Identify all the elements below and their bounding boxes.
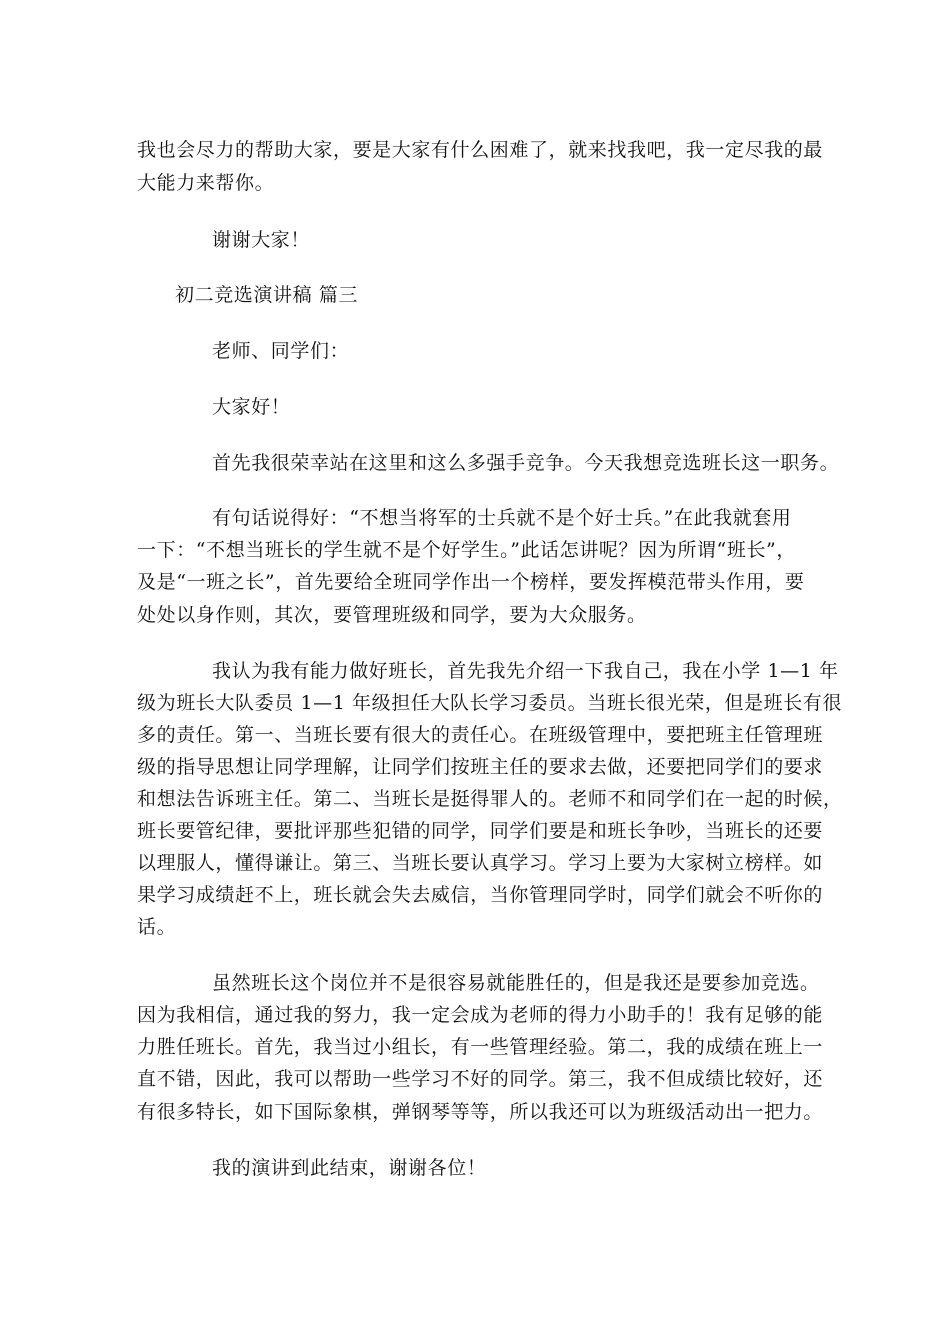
paragraph-line: 和想法告诉班主任。第二、当班长是挺得罪人的。老师不和同学们在一起的时候， [137, 788, 843, 810]
paragraph-line: 班长要管纪律，要批评那些犯错的同学，同学们要是和班长争吵，当班长的还要 [137, 820, 824, 842]
paragraph-line: 首先我很荣幸站在这里和这么多强手竞争。今天我想竞选班长这一职务。 [212, 452, 840, 474]
paragraph-line: 因为我相信，通过我的努力，我一定会成为老师的得力小助手的！我有足够的能 [137, 1004, 824, 1026]
paragraph-line: 及是“一班之长”，首先要给全班同学作出一个榜样，要发挥模范带头作用，要 [137, 571, 805, 593]
paragraph-line: 级为班长大队委员 1—1 年级担任大队长学习委员。当班长很光荣，但是班长有很 [137, 692, 843, 714]
paragraph-line: 大能力来帮你。 [137, 172, 275, 194]
paragraph-line: 力胜任班长。首先，我当过小组长，有一些管理经验。第二，我的成绩在班上一 [137, 1036, 824, 1058]
closing-line: 我的演讲到此结束，谢谢各位！ [212, 1157, 487, 1179]
paragraph-line: 话。 [137, 916, 177, 938]
paragraph-line: 级的指导思想让同学理解，让同学们按班主任的要求去做，还要把同学们的要求 [137, 756, 824, 778]
salutation: 老师、同学们： [212, 340, 350, 362]
paragraph-line: 虽然班长这个岗位并不是很容易就能胜任的，但是我还是要参加竞选。 [212, 972, 820, 994]
paragraph-line: 果学习成绩赶不上，班长就会失去威信，当你管理同学时，同学们就会不听你的 [137, 884, 824, 906]
paragraph-line: 有很多特长，如下国际象棋，弹钢琴等等，所以我还可以为班级活动出一把力。 [137, 1101, 824, 1123]
paragraph-line: 一下：“不想当班长的学生就不是个好学生。”此话怎讲呢？因为所谓“班长”， [137, 539, 796, 561]
paragraph-line: 以理服人，懂得谦让。第三、当班长要认真学习。学习上要为大家树立榜样。如 [137, 852, 824, 874]
paragraph-line: 直不错，因此，我可以帮助一些学习不好的同学。第三，我不但成绩比较好，还 [137, 1068, 824, 1090]
section-heading: 初二竞选演讲稿 篇三 [175, 284, 359, 306]
paragraph-line: 我认为我有能力做好班长，首先我先介绍一下我自己，我在小学 1—1 年 [212, 660, 839, 682]
paragraph-line: 处处以身作则，其次，要管理班级和同学，要为大众服务。 [137, 604, 647, 626]
paragraph-line: 我也会尽力的帮助大家，要是大家有什么困难了，就来找我吧，我一定尽我的最 [137, 139, 824, 161]
paragraph-line: 多的责任。第一、当班长要有很大的责任心。在班级管理中，要把班主任管理班 [137, 724, 824, 746]
closing-line: 谢谢大家！ [212, 229, 311, 251]
paragraph-line: 有句话说得好：“不想当将军的士兵就不是个好士兵。”在此我就套用 [212, 507, 792, 529]
greeting: 大家好！ [212, 396, 291, 418]
